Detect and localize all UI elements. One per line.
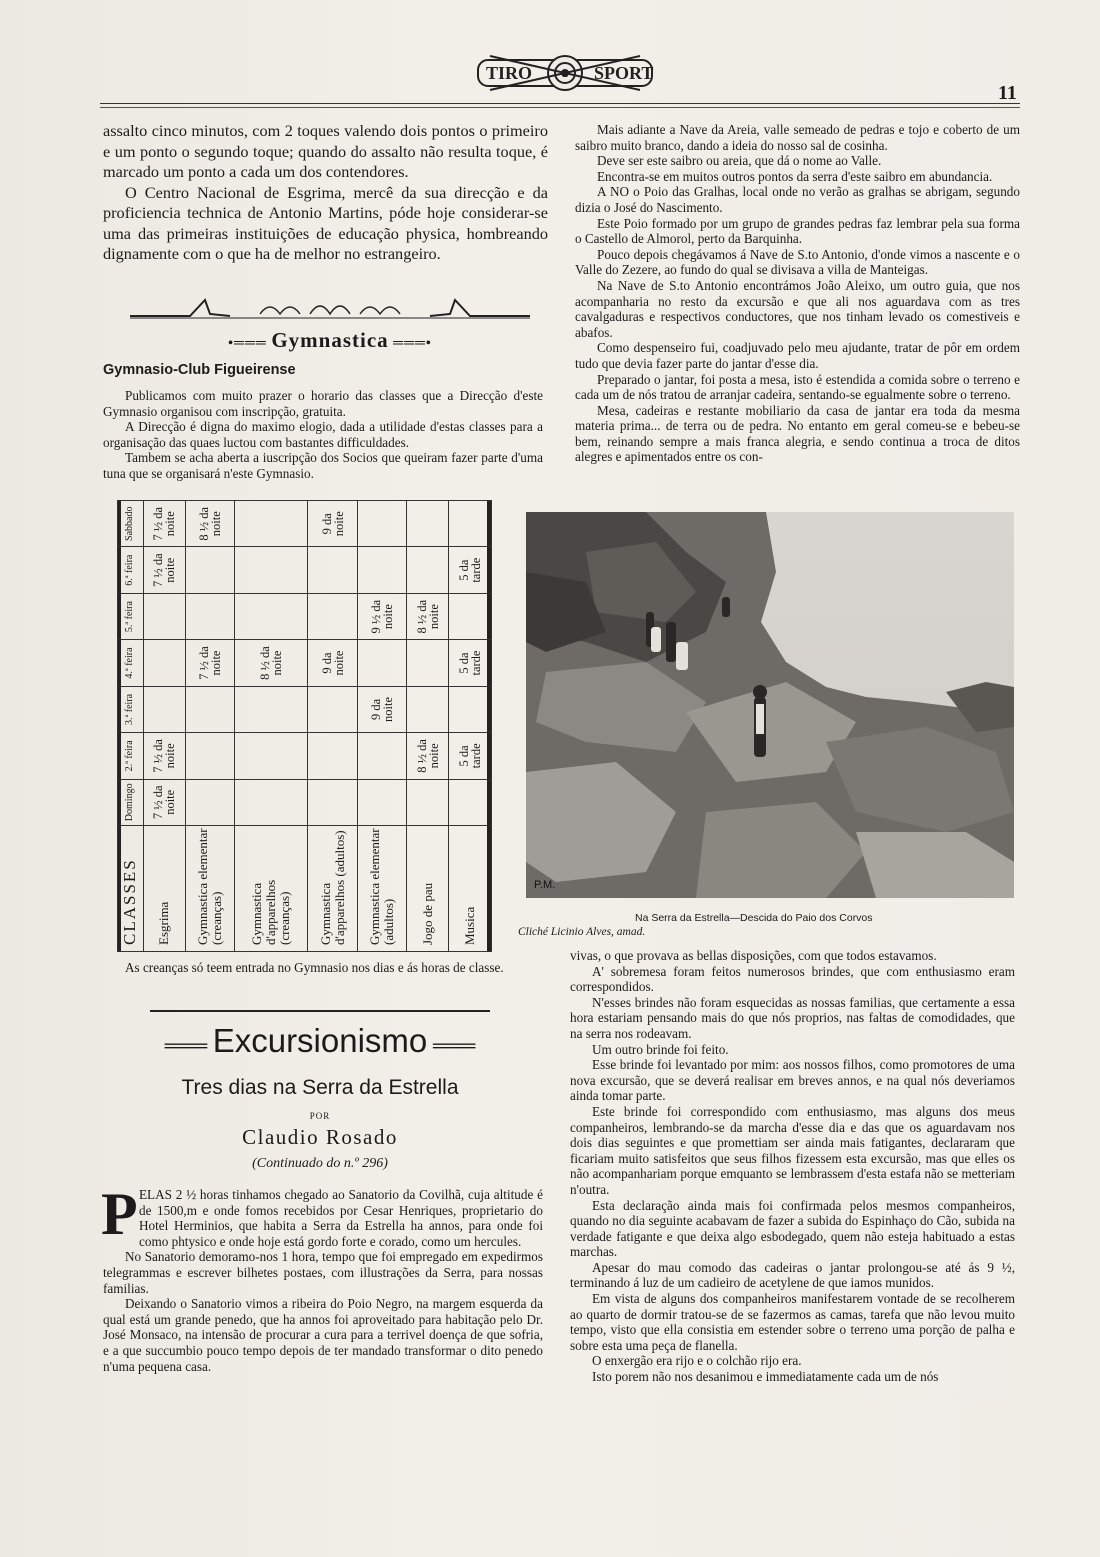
table-cell: [406, 501, 449, 547]
photo-credit: Cliché Licinio Alves, amad.: [518, 926, 646, 938]
table-cell: [357, 733, 406, 779]
table-cell: [143, 686, 186, 732]
photo-caption: Na Serra da Estrella—Descida do Paio dos Corvos: [635, 912, 873, 924]
table-cell: 7 ½ da noite: [143, 501, 186, 547]
paragraph: vivas, o que provava as bellas disposições, com que todos estavamos.: [570, 948, 937, 963]
table-cell: 7 ½ da noite: [143, 733, 186, 779]
article-author: Claudio Rosado: [242, 1125, 398, 1149]
table-class-cell: Jogo de pau: [406, 826, 449, 952]
table-cell: [308, 686, 357, 732]
table-cell: 8 ½ da noite: [235, 640, 308, 686]
table-cell: 5 da tarde: [449, 547, 492, 593]
paragraph: O Centro Nacional de Esgrima, mercê da sua direcção e da proficiencia technica de Antonio Martins, póde hoje considerar-se uma das primeiras instituições de educação physica, hombreando dignamente com o que ha de melhor no estrangeiro.: [103, 182, 548, 263]
table-cell: [186, 593, 235, 639]
table-cell: 8 ½ da noite: [186, 501, 235, 547]
paragraph: Esse brinde foi levantado por mim: aos nossos filhos, como promotores de uma nova excursão, que se deverá realisar em breves annos, e na qual nós deveriamos ainda tomar parte.: [570, 1057, 1015, 1104]
table-cell: 4.ª feira: [118, 640, 144, 686]
paragraph: Este Poio formado por um grupo de grandes pedras faz lembrar pela sua forma o Castello de Almorol, perto da Barquinha.: [575, 215, 1020, 247]
ornament-divider: [130, 296, 530, 324]
table-row: [308, 501, 357, 952]
svg-text:SPORT: SPORT: [594, 63, 654, 83]
table-cell: [449, 593, 492, 639]
table-class-cell: Gymnastica elementar (adultos): [357, 826, 406, 952]
table-cell: Sabbado: [118, 501, 144, 547]
table-class-cell: Gymnastica d'apparelhos (adultos): [308, 826, 357, 952]
table-cell: 6.ª feira: [118, 547, 144, 593]
table-cell: [235, 733, 308, 779]
table-cell: 5.ª feira: [118, 593, 144, 639]
table-cell: 9 da noite: [308, 501, 357, 547]
table-cell: 9 da noite: [308, 640, 357, 686]
paragraph: A' sobremesa foram feitos numerosos brindes, que com enthusiasmo eram correspondidos.: [570, 963, 1015, 995]
drop-cap: P: [101, 1181, 138, 1247]
table-cell: [235, 501, 308, 547]
paragraph: Como despenseiro fui, coadjuvado pelo meu ajudante, tratar de pôr em ordem tudo que devia fazer parte do jantar d'esse dia.: [575, 340, 1020, 371]
table-cell: [406, 686, 449, 732]
paragraph: Esta declaração ainda mais foi confirmada pelos mesmos companheiros, quando no dia seguinte acabavam de fazer a subida do Espinhaço do Cão, subida na verdade fatigante e que deixa algo esbodegado, quem não esteja habituado a estas marchas.: [570, 1197, 1015, 1260]
table-cell: [449, 686, 492, 732]
excursionismo-heading: ═══ Excursionismo ═══: [164, 1022, 476, 1059]
table-class-cell: Esgrima: [143, 826, 186, 952]
table-cell: [143, 593, 186, 639]
gymnastica-text: [103, 388, 543, 482]
paragraph: Um outro brinde foi feito.: [592, 1041, 729, 1057]
table-cell: [308, 779, 357, 825]
table-cell: [406, 640, 449, 686]
schedule-table: [117, 500, 492, 952]
table-class-cell: CLASSES: [118, 826, 144, 952]
right-top-text: [575, 122, 1020, 465]
paragraph: Tambem se acha aberta a iuscripção dos Socios que queiram fazer parte d'uma tuna que se organisará n'este Gymnasio.: [103, 450, 543, 481]
table-cell: 8 ½ da noite: [406, 733, 449, 779]
top-rule-2: [100, 107, 1020, 108]
table-note: [103, 960, 543, 976]
paragraph: No Sanatorio demoramo-nos 1 hora, tempo que foi empregado em expedirmos telegrammas e escrever bilhetes postaes, com illustrações da Serra, para nossas familias.: [103, 1249, 543, 1296]
table-row: [186, 501, 235, 952]
table-class-cell: Gymnastica d'apparelhos (creanças): [235, 826, 308, 952]
paragraph: ELAS 2 ½ horas tinhamos chegado ao Sanatorio da Covilhã, cuja altitude é de 1500,m e onde fomos recebidos por Cesar Henriques, proprietario do Hotel Herminios, que habita a Serra da Estrella ha annos, para onde foi como phtysico e onde hoje está gordo forte e corado, como um hercules.: [139, 1187, 543, 1249]
paragraph: assalto cinco minutos, com 2 toques valendo dois pontos o primeiro e um ponto o segundo toque; quando do assalto não resulta toque, é marcado um ponto a cada um dos contendores.: [103, 121, 548, 181]
paragraph: Em vista de alguns dos companheiros manifestarem vontade de se recolherem ao quarto de dormir tratou-se de se fazermos as camas, tarefa que não levou muito tempo, visto que ella consistia em estender sobre o terreno uma porção de palha e sobre esta uma peça de flanella.: [570, 1291, 1015, 1353]
excursionismo-title: Excursionismo: [212, 1022, 428, 1059]
table-cell: [449, 779, 492, 825]
table-cell: [406, 547, 449, 593]
table-cell: [357, 501, 406, 547]
table-cell: [143, 640, 186, 686]
paragraph: Na Nave de S.to Antonio encontrámos João Aleixo, um outro guia, que nos acompanharia no resto da excursão e que ali nos aguardava com as tres cavalgaduras e respectivos conductores, que nos tinham levado os comestiveis e abafos.: [575, 277, 1020, 340]
table-cell: [357, 547, 406, 593]
paragraph: Isto porem não nos desanimou e immediatamente cada um de nós: [592, 1369, 939, 1385]
table-cell: 3.ª feira: [118, 686, 144, 732]
gymnastica-subtitle: Gymnasio-Club Figueirense: [103, 362, 296, 378]
table-cell: 5 da tarde: [449, 640, 492, 686]
gymnastica-heading: •═══ Gymnastica ═══•: [228, 328, 432, 352]
paragraph: Deve ser este saibro ou areia, que dá o nome ao Valle.: [597, 153, 882, 169]
table-cell: [235, 779, 308, 825]
paragraph: Publicamos com muito prazer o horario das classes que a Direcção d'este Gymnasio organisou com inscripção, gratuita.: [103, 388, 543, 419]
paragraph: Preparado o jantar, foi posta a mesa, isto é estendida a comida sobre o terreno e cada um de nós tratou de arranjar cadeira, sentando-se egualmente sobre o terreno.: [575, 371, 1020, 403]
paragraph: Pouco depois chegávamos á Nave de S.to Antonio, d'onde vimos a nascente e o Valle do Zezere, ao fundo do qual se divisava a villa de Manteigas.: [575, 246, 1020, 278]
excursionismo-rule: [150, 1010, 490, 1012]
paragraph: A NO o Poio das Gralhas, local onde no verão as gralhas se abrigam, segundo dizia o José do Nascimento.: [575, 184, 1020, 215]
table-cell: 8 ½ da noite: [406, 593, 449, 639]
table-row: [357, 501, 406, 952]
table-row: [406, 501, 449, 952]
table-class-cell: Musica: [449, 826, 492, 952]
paragraph: Mais adiante a Nave da Areia, valle semeado de pedras e tojo e coberto de um saibro muito branco, dando a ideia do nosso sal de cosinha.: [575, 122, 1020, 153]
table-cell: [186, 779, 235, 825]
paragraph: Mesa, cadeiras e restante mobiliario da casa de jantar era toda da mesma materia prima... de terra ou de pedra. No entanto em geral comeu-se e bebeu-se bem, reinando sempre a mais franca alegria, e sendo continua a troca de ditos alegres e apimentados entre os con-: [575, 402, 1020, 465]
paragraph: A Direcção é digna do maximo elogio, dada a utilidade d'estas classes para a organisação das quaes luctou com bastantes difficuldades.: [103, 419, 543, 450]
excursionismo-text: [101, 1181, 543, 1374]
table-row: [235, 501, 308, 952]
paragraph: Encontra-se em muitos outros pontos da serra d'este saibro em abundancia.: [597, 168, 993, 184]
table-row: [143, 501, 186, 952]
table-cell: 7 ½ da noite: [186, 640, 235, 686]
byline-por: POR: [309, 1111, 331, 1121]
svg-text:E: E: [562, 69, 568, 79]
table-cell: 2.ª feira: [118, 733, 144, 779]
paragraph: O enxergão era rijo e o colchão rijo era.: [592, 1353, 802, 1369]
table-note-text: As creanças só teem entrada no Gymnasio nos dias e ás horas de classe.: [125, 960, 504, 975]
paragraph: N'esses brindes não foram esquecidas as nossas familias, que certamente a essa hora estariam pensando mais do que nós proprios, nas faltas de comodidades, que na serra nos rodeavam.: [570, 994, 1015, 1041]
table-cell: Domingo: [118, 779, 144, 825]
table-cell: [186, 686, 235, 732]
table-cell: [235, 686, 308, 732]
svg-text:P.M.: P.M.: [534, 879, 556, 891]
table-cell: 5 da tarde: [449, 733, 492, 779]
table-cell: [308, 733, 357, 779]
table-cell: [357, 640, 406, 686]
table-cell: [357, 779, 406, 825]
table-cell: [235, 547, 308, 593]
paragraph: Este brinde foi correspondido com enthusiasmo, mas alguns dos meus companheiros, lembrando-se da marcha d'esse dia e das que os aguardavam nos dois dias seguintes e que promettiam ser ainda mais fatigantes, declararam que ficariam muito satisfeitos que seus filhos fizessem esta excursão, mas que elles os não acompanhariam porque emquanto se lembrassem d'esta estafa não se metteriam n'outra.: [570, 1103, 1015, 1197]
paragraph: Apesar do mau comodo das cadeiras o jantar prolongou-se até ás 9 ½, terminando á luz de um cadieiro de acetylene de que iamos munidos.: [570, 1259, 1015, 1291]
table-class-cell: Gymnastica elementar (creanças): [186, 826, 235, 952]
table-cell: [406, 779, 449, 825]
masthead-logo: [470, 46, 660, 100]
table-header-row: [118, 501, 144, 952]
table-cell: 7 ½ da noite: [143, 547, 186, 593]
photo-serra-estrella: [526, 512, 1014, 898]
table-cell: 9 da noite: [357, 686, 406, 732]
left-top-text: [103, 121, 548, 265]
table-cell: 7 ½ da noite: [143, 779, 186, 825]
paragraph: Deixando o Sanatorio vimos a ribeira do Poio Negro, na margem esquerda da qual está um grande penedo, que ha annos foi aproveitado para habitação pelo Dr. José Monsaco, na intensão de procurar a cura para a terrivel doença de que sofria, e a que succumbio pouco tempo depois de ter mandado transformar o dito penedo n'uma pequena casa.: [103, 1296, 543, 1374]
top-rule: [100, 103, 1020, 104]
table-cell: 9 ½ da noite: [357, 593, 406, 639]
table-cell: [186, 733, 235, 779]
table-cell: [308, 593, 357, 639]
article-subtitle: Tres dias na Serra da Estrella: [181, 1076, 459, 1099]
table-cell: [308, 547, 357, 593]
continued-note: (Continuado do n.º 296): [252, 1156, 388, 1171]
table-row: [449, 501, 492, 952]
svg-text:TIRO: TIRO: [486, 63, 533, 83]
right-bottom-text: [570, 948, 1015, 1385]
table-cell: [235, 593, 308, 639]
table-cell: [186, 547, 235, 593]
page-number: 11: [998, 82, 1017, 104]
table-cell: [449, 501, 492, 547]
gymnastica-title: Gymnastica: [271, 328, 389, 352]
